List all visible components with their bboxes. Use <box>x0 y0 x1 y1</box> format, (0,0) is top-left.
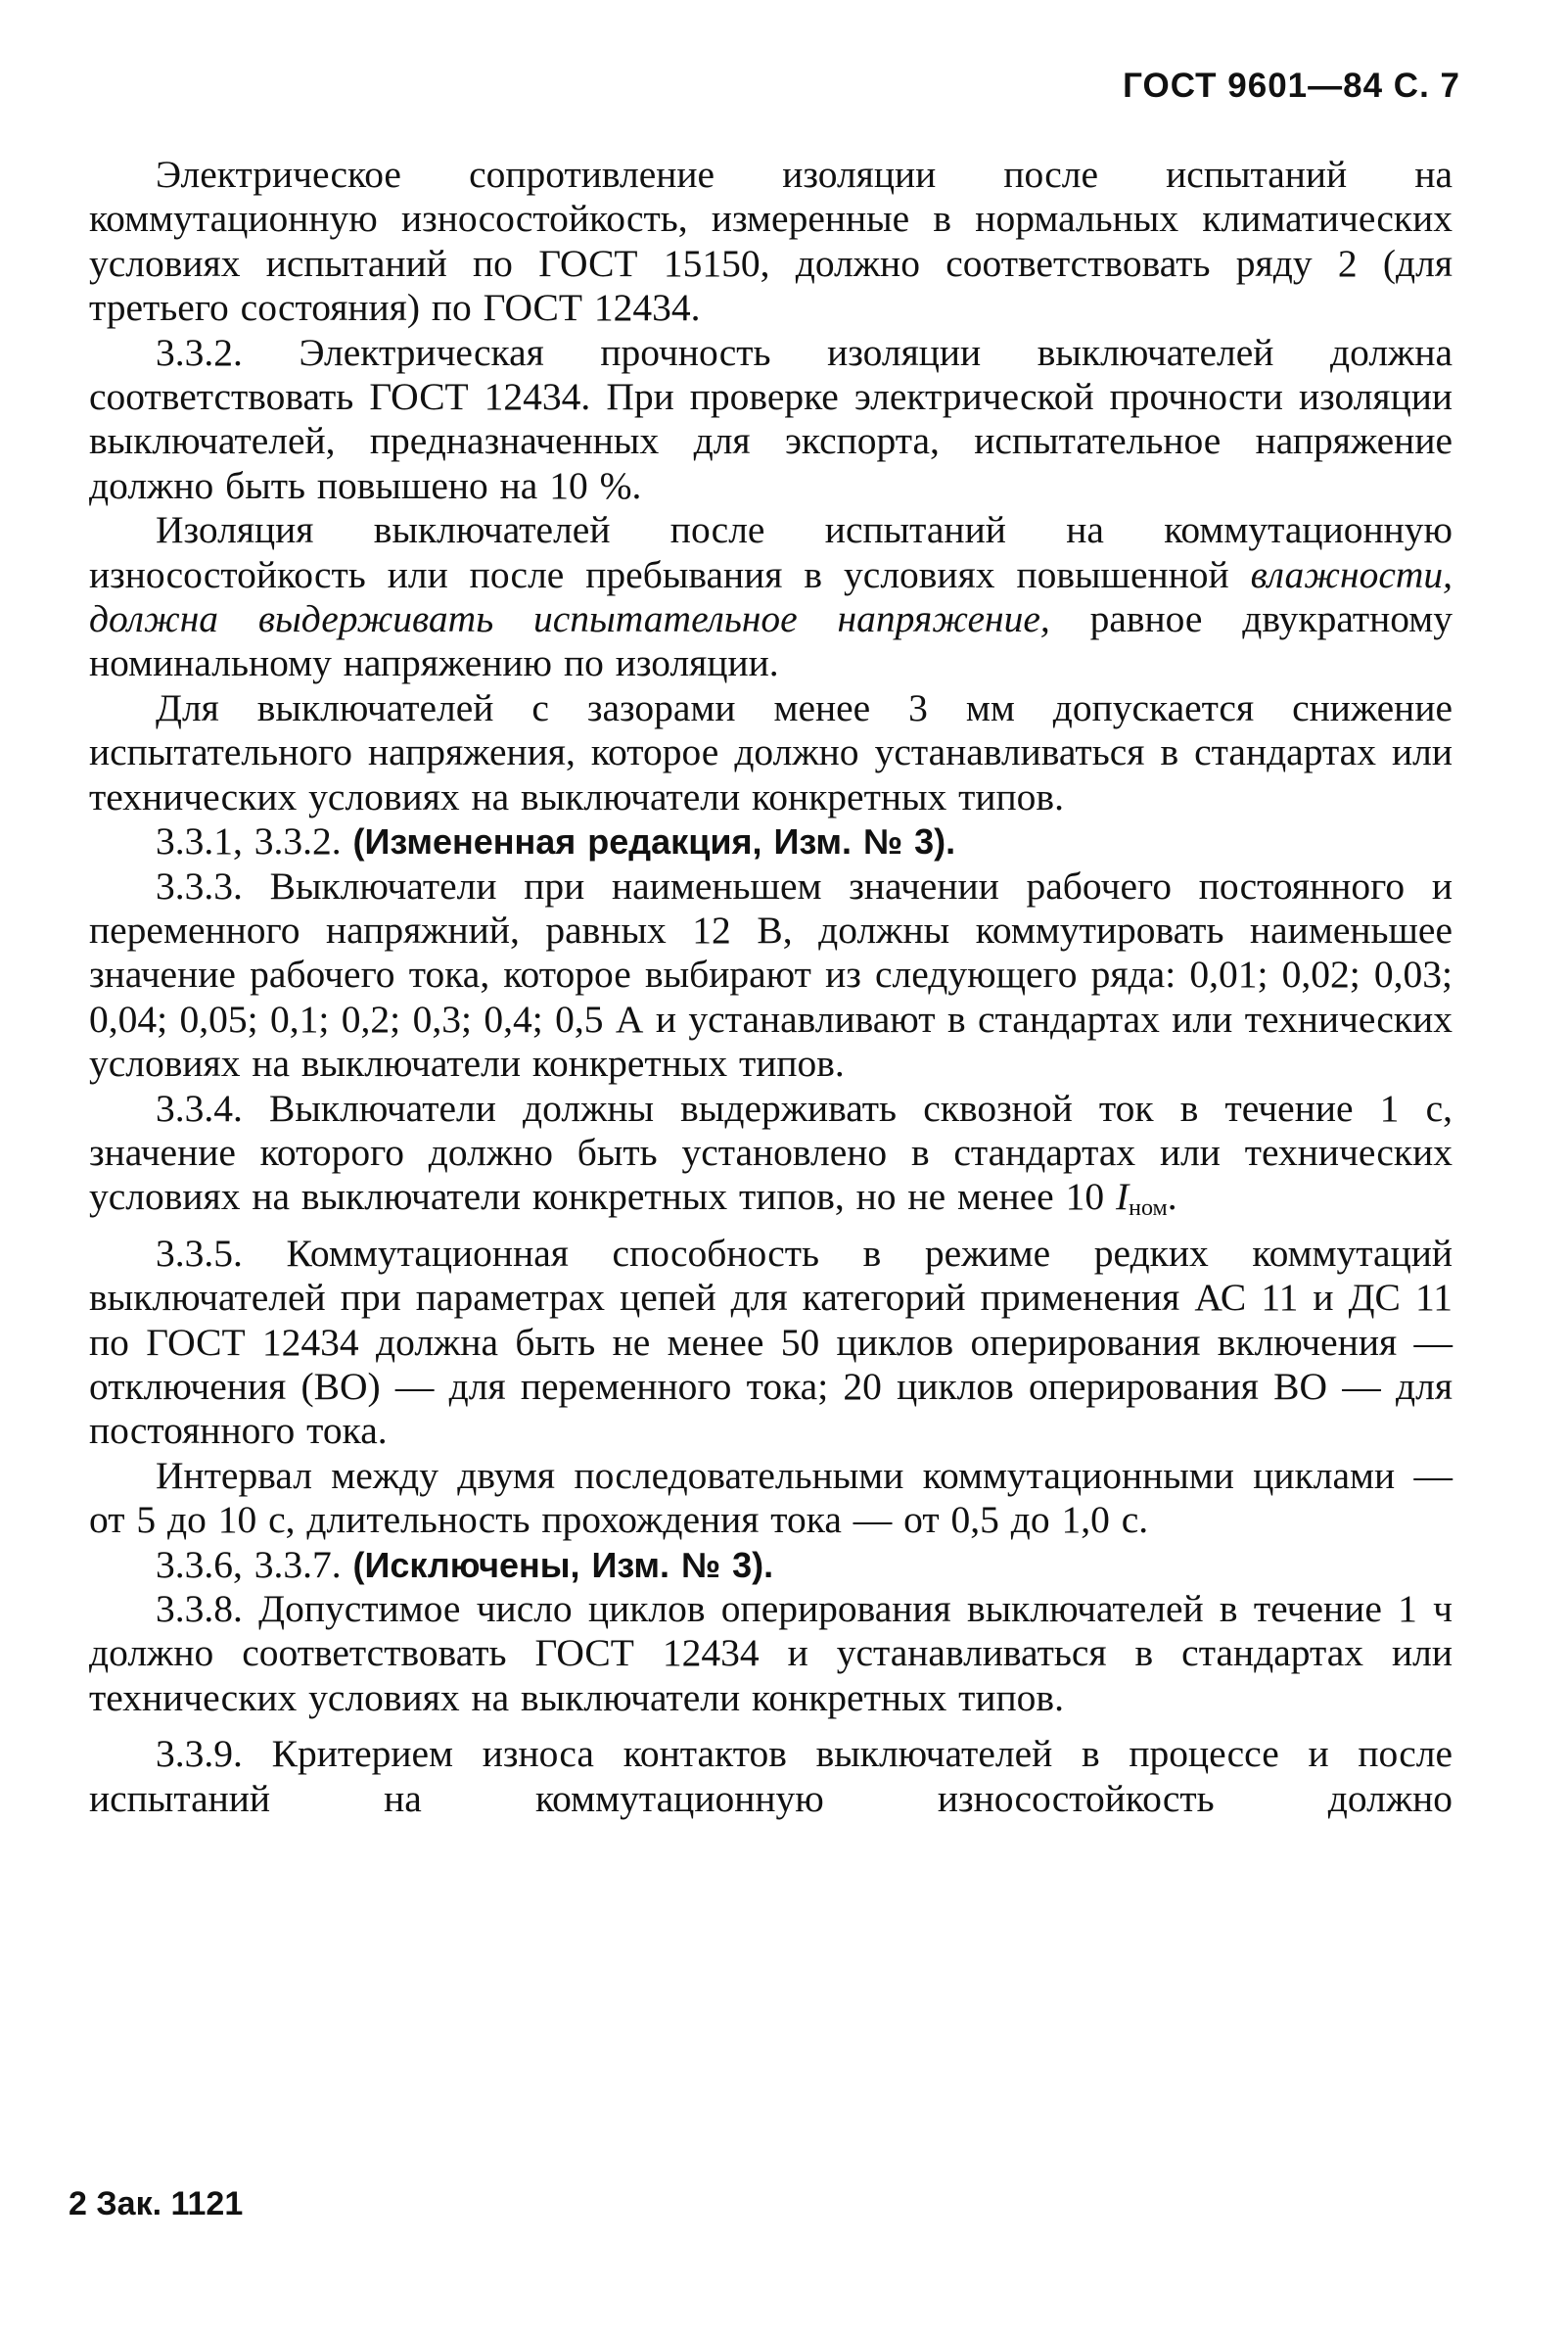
amendment-label: (Исключены, Изм. № 3). <box>352 1544 774 1585</box>
paragraph-text: . <box>1167 1175 1177 1219</box>
current-symbol: I <box>1115 1175 1130 1219</box>
paragraph-3-3-9: 3.3.9. Критерием износа контактов выключателей в процессе и после испытаний на коммутационную износостойкость должно <box>89 1732 1453 1820</box>
paragraph-insulation-resistance: Электрическое сопротивление изоляции после испытаний на коммутационную износостойкость, измеренные в нормальных климатических условиях испытаний по ГОСТ 15150, должно соответствовать ряду 2 (для третьего состояния) по ГОСТ 12434. <box>89 153 1453 330</box>
paragraph-gap-reduction: Для выключателей с зазорами менее 3 мм допускается снижение испытательного напряжения, которое должно устанавливаться в стандартах или технических условиях на выключатели конкретных типов. <box>89 685 1453 818</box>
page-header: ГОСТ 9601—84 С. 7 <box>1123 67 1460 105</box>
amendment-note-3-3-6 <box>89 1543 1453 1587</box>
paragraph-3-3-2: 3.3.2. Электрическая прочность изоляции выключателей должна соответствовать ГОСТ 12434. При проверке электрической прочности изоляции выключателей, предназначенных для экспорта, испытательное напряжение должно быть повышено на 10 %. <box>89 330 1453 507</box>
paragraph-text: равное двукратному номинальному напряжению по изоляции. <box>89 597 1453 685</box>
amendment-label: (Измененная редакция, Изм. № 3). <box>352 821 956 863</box>
paragraph-3-3-3: 3.3.3. Выключатели при наименьшем значении рабочего постоянного и переменного напряжний, равных 12 В, должны коммутировать наименьшее значение рабочего тока, которое выбирают из следующего ряда: 0,01; 0,02; 0,03; 0,04; 0,05; 0,1; 0,2; 0,3; 0,4; 0,5 А и устанавливают в стандартах или технических условиях на выключатели конкретных типов. <box>89 864 1453 1086</box>
page-footer: 2 Зак. 1121 <box>69 2185 244 2222</box>
clause-numbers: 3.3.6, 3.3.7. <box>156 1542 342 1586</box>
amendment-note-3-3-1 <box>89 819 1453 864</box>
paragraph-3-3-5: 3.3.5. Коммутационная способность в режиме редких коммутаций выключателей при параметрах цепей для категорий применения АС 11 и ДС 11 по ГОСТ 12434 должна быть не менее 50 циклов оперирования включения — отключения (ВО) — для переменного тока; 20 циклов оперирования ВО — для постоянного тока. <box>89 1231 1453 1453</box>
document-body <box>89 153 1453 1821</box>
clause-numbers: 3.3.1, 3.3.2. <box>156 819 342 864</box>
paragraph-interval: Интервал между двумя последовательными коммутационными циклами — от 5 до 10 с, длительность прохождения тока — от 0,5 до 1,0 с. <box>89 1453 1453 1542</box>
paragraph-italic-text: влажности, должна выдерживать испытательное напряжение, <box>89 552 1453 641</box>
current-subscript: ном <box>1129 1195 1168 1222</box>
paragraph-3-3-8: 3.3.8. Допустимое число циклов оперирования выключателей в течение 1 ч должно соответствовать ГОСТ 12434 и устанавливаться в стандартах или технических условиях на выключатели конкретных типов. <box>89 1587 1453 1719</box>
paragraph-text: Изоляция выключателей после испытаний на коммутационную износостойкость или после пребывания в условиях повышенной <box>89 508 1453 596</box>
paragraph-text: 3.3.4. Выключатели должны выдерживать сквозной ток в течение 1 с, значение которого должно быть установлено в стандартах или технических условиях на выключатели конкретных типов, но не менее 10 <box>89 1086 1453 1219</box>
paragraph-insulation-test <box>89 508 1453 686</box>
paragraph-3-3-4 <box>89 1087 1453 1232</box>
